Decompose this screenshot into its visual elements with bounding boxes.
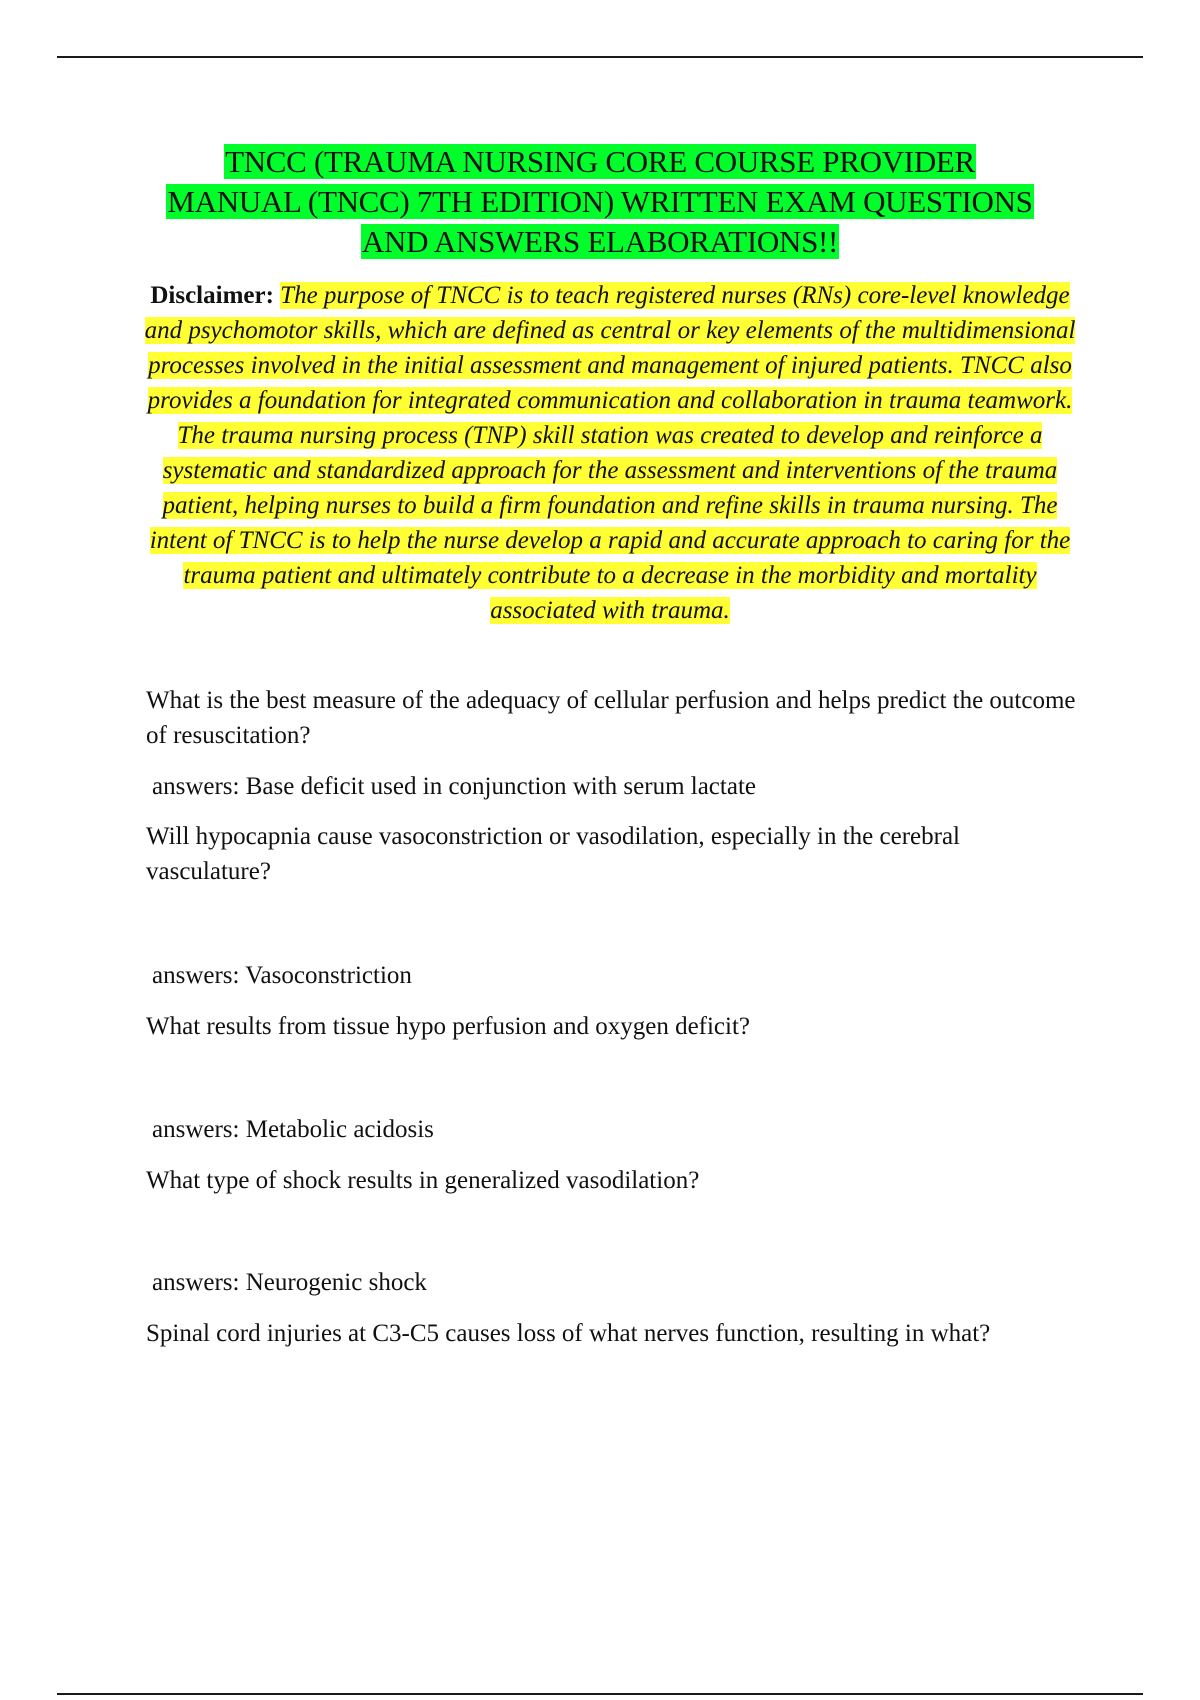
answer-4: answers: Neurogenic shock [152, 1269, 427, 1296]
disclaimer [140, 278, 1080, 628]
bottom-rule [57, 1693, 1143, 1695]
question-2: Will hypocapnia cause vasoconstriction or vasodilation, especially in the cerebral vasculature? [146, 823, 960, 885]
answer-3: answers: Metabolic acidosis [152, 1116, 434, 1143]
answer-2: answers: Vasoconstriction [152, 962, 412, 989]
title-line-3: AND ANSWERS ELABORATIONS!! [361, 224, 839, 259]
disclaimer-text: The purpose of TNCC is to teach registered nurses (RNs) core-level knowledge and psychomotor skills, which are defined as central or key elements of the multidimensional processes involved in the initial assessment and management of injured patients. TNCC also provides a foundation for integrated communication and collaboration in trauma teamwork. The trauma nursing process (TNP) skill station was created to develop and reinforce a systematic and standardized approach for the assessment and interventions of the trauma patient, helping nurses to build a firm foundation and refine skills in trauma nursing. The intent of TNCC is to help the nurse develop a rapid and accurate approach to caring for the trauma patient and ultimately contribute to a decrease in the morbidity and mortality associated with trauma. [144, 282, 1076, 624]
document-title [120, 142, 1080, 262]
question-5: Spinal cord injuries at C3-C5 causes loss of what nerves function, resulting in what? [146, 1320, 991, 1347]
top-rule [57, 56, 1143, 58]
disclaimer-label: Disclaimer: [150, 282, 274, 309]
question-3: What results from tissue hypo perfusion and oxygen deficit? [146, 1013, 751, 1040]
answer-1: answers: Base deficit used in conjunction with serum lactate [152, 773, 756, 800]
title-line-1: TNCC (TRAUMA NURSING CORE COURSE PROVIDER [225, 144, 975, 179]
question-4: What type of shock results in generalized vasodilation? [146, 1167, 700, 1194]
question-1: What is the best measure of the adequacy of cellular perfusion and helps predict the outcome of resuscitation? [146, 687, 1076, 749]
title-line-2: MANUAL (TNCC) 7TH EDITION) WRITTEN EXAM QUESTIONS [167, 184, 1033, 219]
